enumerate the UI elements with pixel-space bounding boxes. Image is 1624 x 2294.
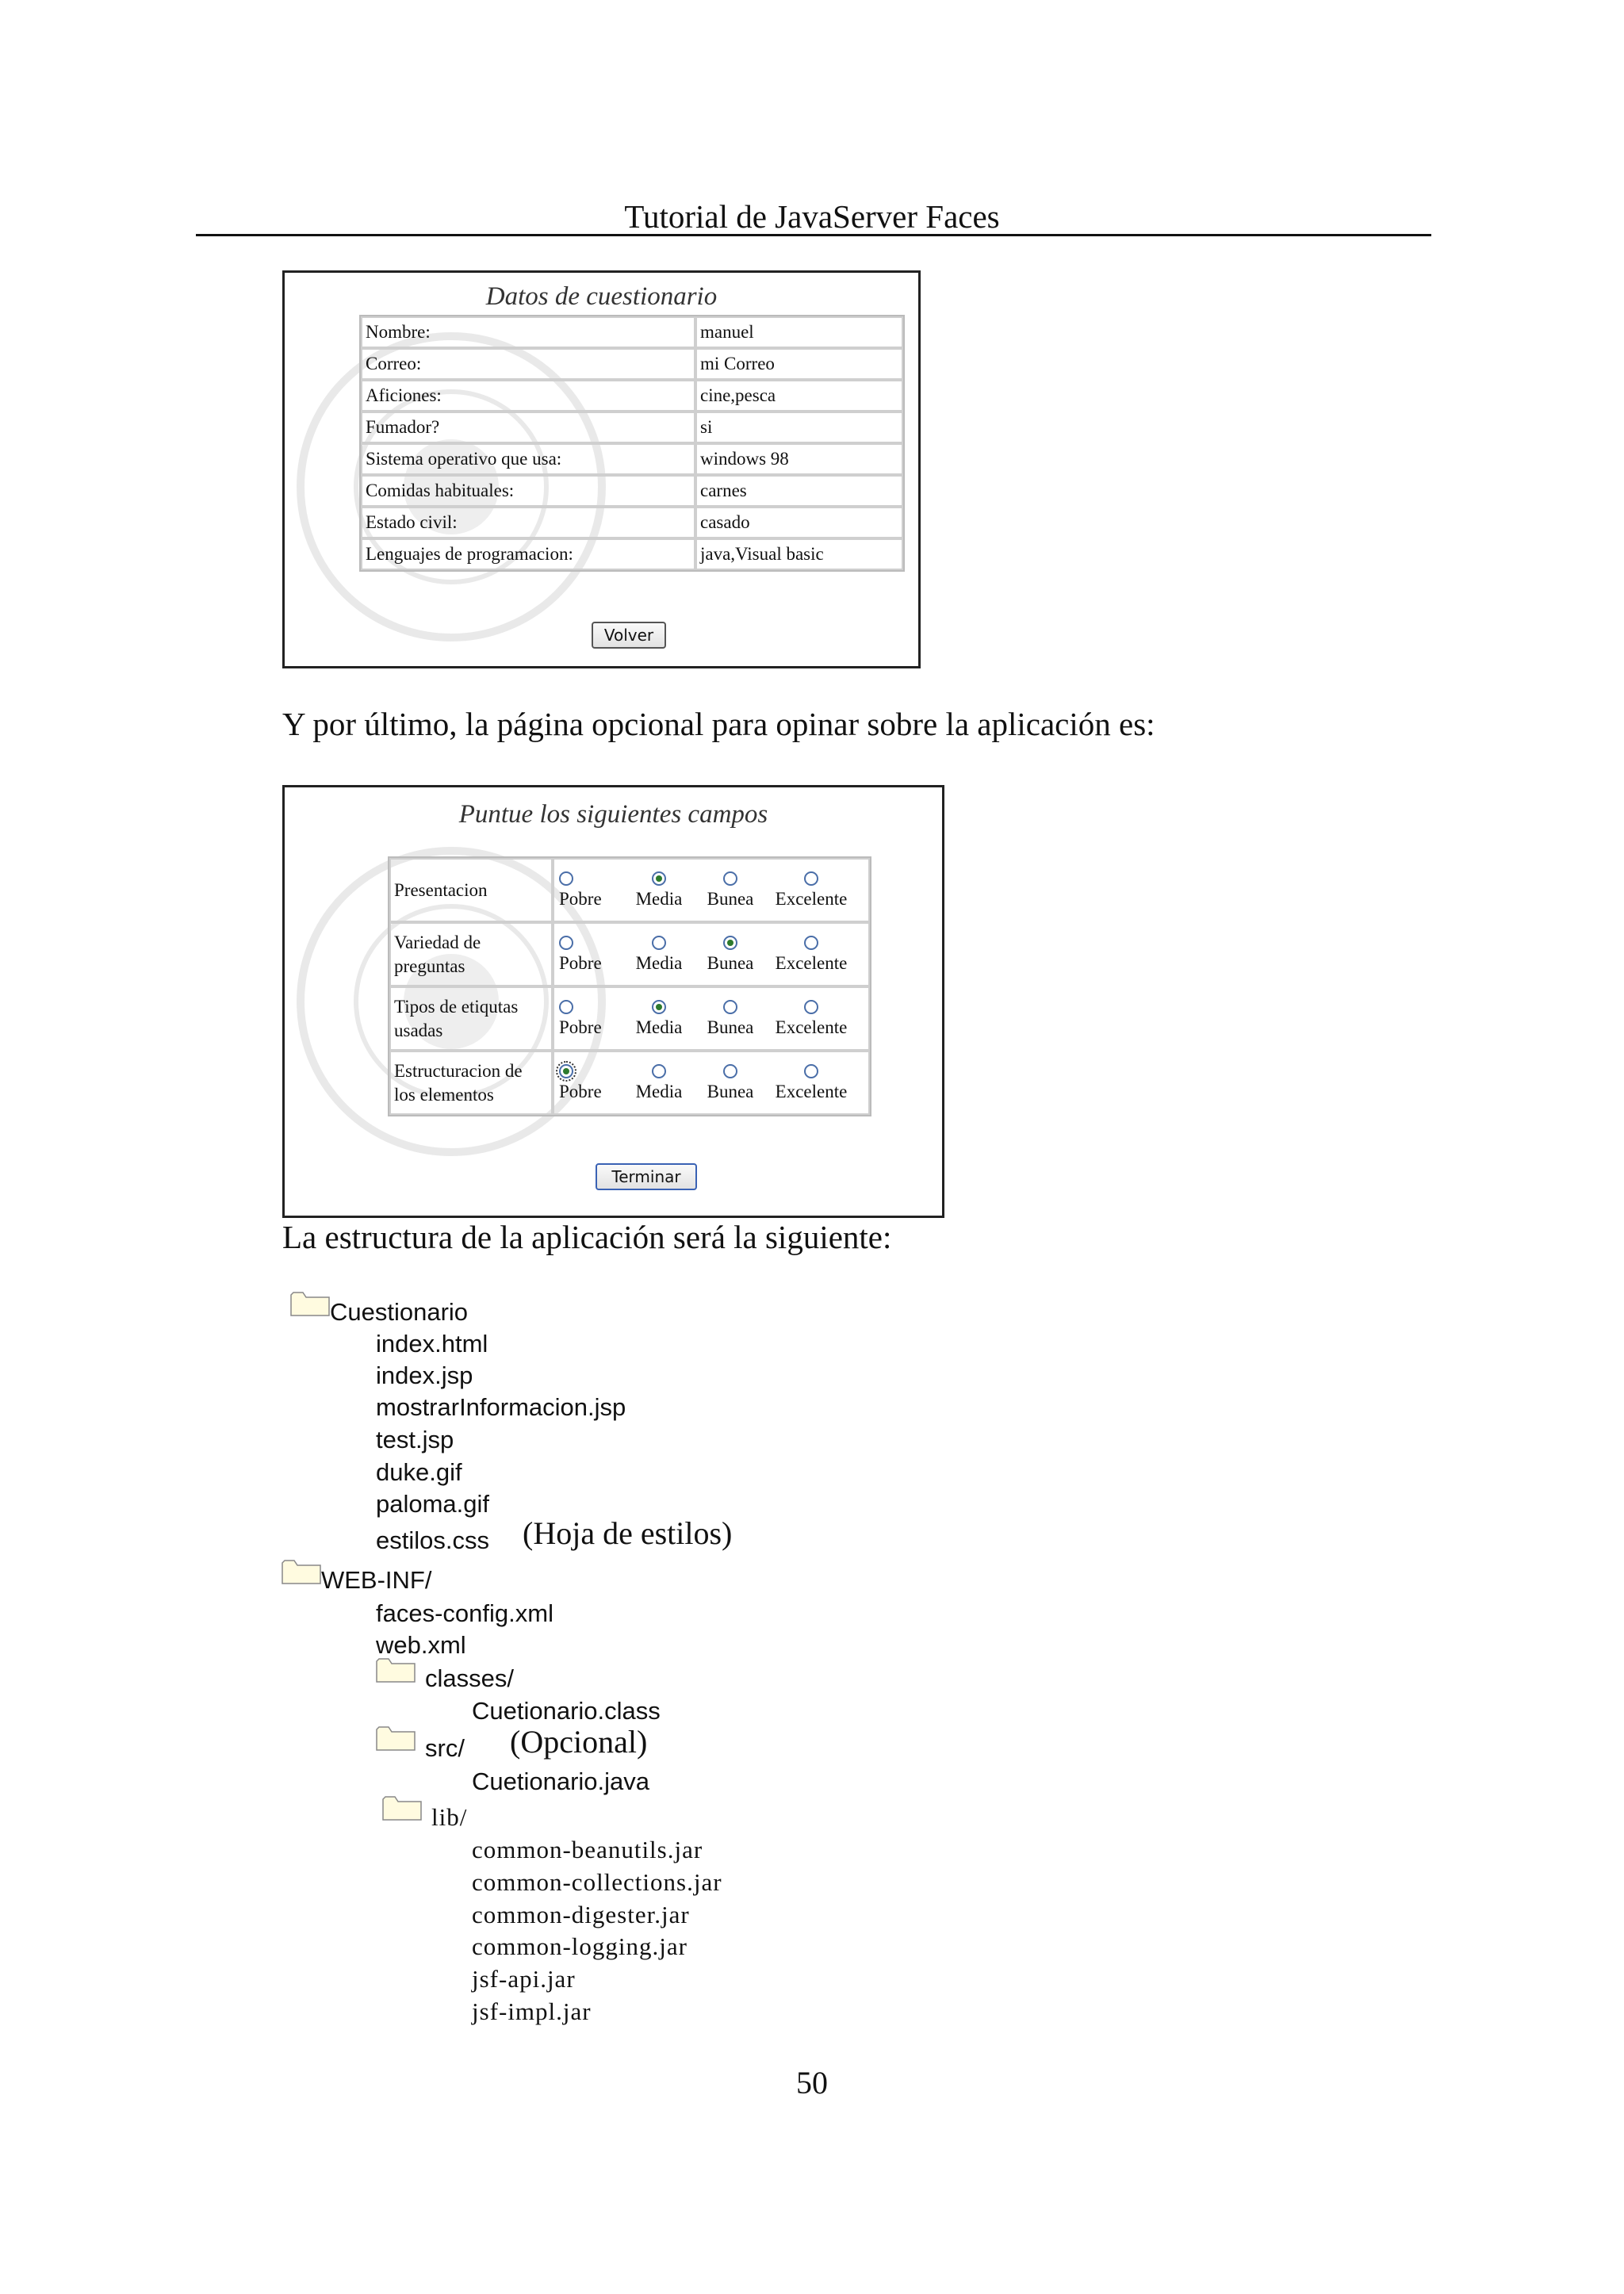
file-item: index.html — [376, 1330, 488, 1358]
file-item: common-digester.jar — [472, 1901, 690, 1928]
radio-button[interactable] — [723, 936, 737, 950]
file-item: Cuetionario.class — [472, 1697, 661, 1725]
rating-option-label: Media — [635, 1017, 683, 1037]
rating-option-label: Bunea — [707, 1017, 754, 1037]
rating-option-label: Excelente — [775, 952, 848, 973]
radio-button[interactable] — [804, 936, 818, 950]
datos-row — [361, 475, 903, 507]
datos-screenshot — [282, 270, 921, 668]
datos-value: mi Correo — [695, 348, 903, 380]
radio-button[interactable] — [723, 1064, 737, 1078]
datos-row — [361, 348, 903, 380]
rating-option[interactable] — [772, 1064, 851, 1102]
datos-value: carnes — [695, 475, 903, 507]
puntue-screenshot — [282, 785, 944, 1218]
rating-option-label: Bunea — [707, 952, 754, 973]
folder-icon — [376, 1657, 416, 1683]
rating-question: Presentacion — [389, 858, 553, 922]
rating-option[interactable] — [772, 936, 851, 974]
rating-options — [553, 986, 870, 1051]
datos-label: Aficiones: — [361, 380, 695, 412]
datos-label: Comidas habituales: — [361, 475, 695, 507]
folder-src: src/ — [425, 1734, 465, 1762]
rating-row — [389, 922, 870, 986]
rating-option[interactable] — [629, 871, 689, 910]
rating-question: Estructuracion de los elementos — [389, 1051, 553, 1115]
file-item: common-logging.jar — [472, 1932, 688, 1960]
rating-question: Variedad de preguntas — [389, 922, 553, 986]
src-note: (Opcional) — [510, 1724, 648, 1760]
paragraph-estructura: La estructura de la aplicación será la siguiente: — [282, 1219, 892, 1255]
rating-option-label: Pobre — [559, 952, 602, 973]
rating-question: Tipos de etiqutas usadas — [389, 986, 553, 1051]
datos-label: Estado civil: — [361, 507, 695, 538]
rating-option[interactable] — [559, 1064, 616, 1102]
radio-button[interactable] — [559, 1064, 573, 1078]
rating-option[interactable] — [702, 1064, 759, 1102]
folder-icon — [376, 1725, 416, 1751]
rating-option-label: Excelente — [775, 1081, 848, 1101]
radio-button[interactable] — [652, 1064, 666, 1078]
folder-classes: classes/ — [425, 1664, 514, 1692]
rating-option-label: Pobre — [559, 1017, 602, 1037]
datos-row — [361, 538, 903, 570]
estilos-note: (Hoja de estilos) — [523, 1515, 733, 1551]
datos-label: Nombre: — [361, 316, 695, 348]
datos-label: Fumador? — [361, 412, 695, 443]
rating-option[interactable] — [629, 1000, 689, 1038]
file-item: test.jsp — [376, 1426, 454, 1453]
datos-value: manuel — [695, 316, 903, 348]
file-item: faces-config.xml — [376, 1599, 553, 1627]
rating-option[interactable] — [772, 871, 851, 910]
datos-table — [359, 315, 905, 572]
folder-cuestionario: Cuestionario — [330, 1298, 469, 1326]
file-item: estilos.css — [376, 1526, 489, 1554]
datos-value: casado — [695, 507, 903, 538]
rating-row — [389, 858, 870, 922]
folder-web-inf: WEB-INF/ — [321, 1566, 432, 1594]
rating-option[interactable] — [559, 1000, 616, 1038]
rating-options — [553, 858, 870, 922]
radio-button[interactable] — [804, 871, 818, 886]
rating-option[interactable] — [559, 871, 616, 910]
file-item: Cuetionario.java — [472, 1767, 650, 1795]
paragraph-opinion: Y por último, la página opcional para opinar sobre la aplicación es: — [282, 706, 1155, 742]
terminar-button[interactable]: Terminar — [596, 1163, 697, 1190]
datos-value: si — [695, 412, 903, 443]
file-item: mostrarInformacion.jsp — [376, 1393, 626, 1421]
running-header: Tutorial de JavaServer Faces — [624, 198, 1000, 235]
rating-options — [553, 922, 870, 986]
radio-button[interactable] — [559, 1000, 573, 1014]
rating-option-label: Pobre — [559, 1081, 602, 1101]
rating-option-label: Pobre — [559, 888, 602, 909]
datos-label: Lenguajes de programacion: — [361, 538, 695, 570]
header-rule — [196, 234, 1431, 236]
file-item: common-beanutils.jar — [472, 1836, 703, 1863]
rating-option[interactable] — [772, 1000, 851, 1038]
file-item: paloma.gif — [376, 1490, 490, 1518]
radio-button[interactable] — [559, 936, 573, 950]
radio-button[interactable] — [804, 1000, 818, 1014]
datos-row — [361, 443, 903, 475]
page-number: 50 — [796, 2065, 828, 2101]
radio-button[interactable] — [723, 871, 737, 886]
folder-icon — [282, 1559, 321, 1584]
rating-option[interactable] — [559, 936, 616, 974]
rating-row — [389, 1051, 870, 1115]
radio-button[interactable] — [652, 936, 666, 950]
file-item: common-collections.jar — [472, 1868, 722, 1896]
file-item: index.jsp — [376, 1361, 473, 1389]
rating-option-label: Bunea — [707, 888, 754, 909]
rating-option[interactable] — [702, 936, 759, 974]
rating-row — [389, 986, 870, 1051]
rating-option[interactable] — [629, 1064, 689, 1102]
file-item: duke.gif — [376, 1458, 462, 1486]
datos-row — [361, 507, 903, 538]
file-item: jsf-api.jar — [472, 1965, 576, 1993]
folder-icon — [290, 1291, 330, 1316]
datos-row — [361, 316, 903, 348]
datos-label: Sistema operativo que usa: — [361, 443, 695, 475]
radio-button[interactable] — [723, 1000, 737, 1014]
rating-option[interactable] — [629, 936, 689, 974]
radio-button[interactable] — [804, 1064, 818, 1078]
file-item: web.xml — [376, 1631, 466, 1659]
datos-title: Datos de cuestionario — [485, 282, 718, 311]
datos-value: cine,pesca — [695, 380, 903, 412]
rating-table — [388, 856, 871, 1116]
rating-option-label: Media — [635, 952, 683, 973]
rating-option[interactable] — [702, 1000, 759, 1038]
datos-value: java,Visual basic — [695, 538, 903, 570]
rating-option-label: Bunea — [707, 1081, 754, 1101]
puntue-title: Puntue los siguientes campos — [458, 800, 768, 829]
radio-button[interactable] — [652, 1000, 666, 1014]
radio-button[interactable] — [652, 871, 666, 886]
rating-option-label: Excelente — [775, 1017, 848, 1037]
datos-label: Correo: — [361, 348, 695, 380]
volver-button[interactable]: Volver — [592, 622, 666, 649]
folder-lib: lib/ — [431, 1803, 468, 1831]
rating-option[interactable] — [702, 871, 759, 910]
rating-options — [553, 1051, 870, 1115]
rating-option-label: Media — [635, 1081, 683, 1101]
datos-row — [361, 412, 903, 443]
folder-icon — [382, 1795, 422, 1821]
file-item: jsf-impl.jar — [472, 1997, 592, 2025]
rating-option-label: Excelente — [775, 888, 848, 909]
datos-row — [361, 380, 903, 412]
rating-option-label: Media — [635, 888, 683, 909]
radio-button[interactable] — [559, 871, 573, 886]
datos-value: windows 98 — [695, 443, 903, 475]
